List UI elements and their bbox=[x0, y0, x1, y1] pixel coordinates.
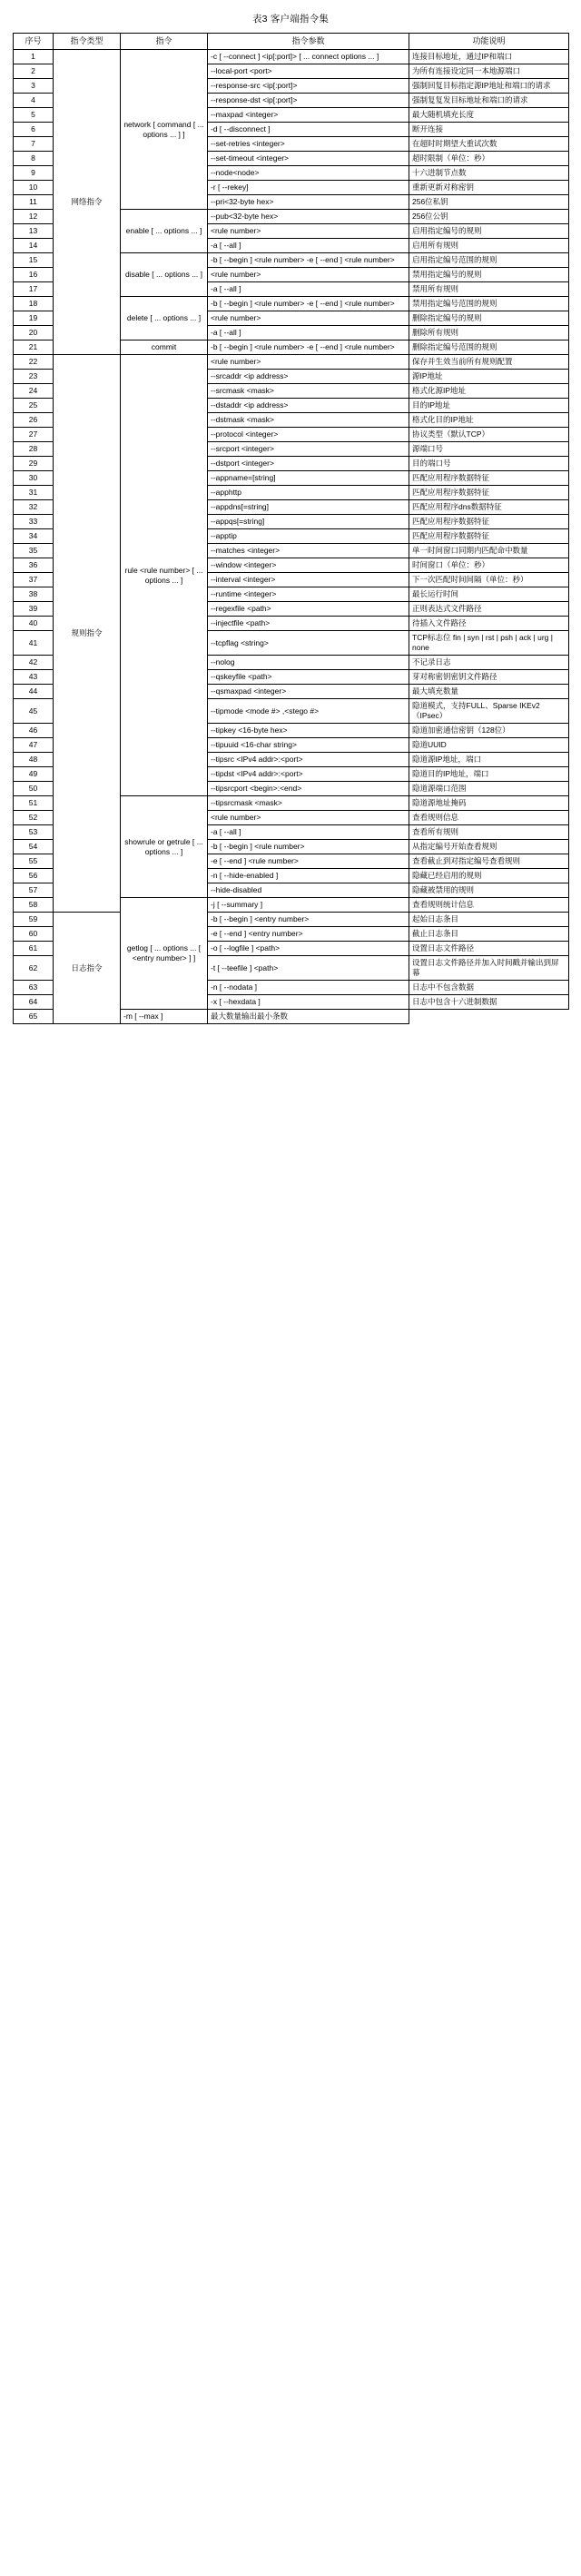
cell-description: 芽对称密钥密钥文件路径 bbox=[409, 670, 569, 685]
cell-seq: 8 bbox=[14, 152, 54, 166]
cell-parameter: -n [ --hide-enabled ] bbox=[208, 869, 409, 883]
cell-description: 查看规则统计信息 bbox=[409, 898, 569, 913]
cell-description: 最大数量输出最小条数 bbox=[208, 1010, 409, 1024]
cell-description: 连接目标地址，通过IP和端口 bbox=[409, 50, 569, 64]
cell-seq: 17 bbox=[14, 282, 54, 297]
cell-description: 超时限制（单位：秒） bbox=[409, 152, 569, 166]
cell-seq: 12 bbox=[14, 210, 54, 224]
cell-parameter: --maxpad <integer> bbox=[208, 108, 409, 123]
cell-description: 隐道模式，支持FULL、Sparse IKEv2（IPsec） bbox=[409, 699, 569, 724]
cell-description: TCP标志位 fin | syn | rst | psh | ack | urg | none bbox=[409, 631, 569, 656]
cell-seq: 40 bbox=[14, 617, 54, 631]
cell-command: getlog [ ... options ... [ <entry number> ] ] bbox=[121, 898, 208, 1010]
cell-description: 强制回复目标指定源IP地址和端口的请求 bbox=[409, 79, 569, 94]
cell-description: 十六进制节点数 bbox=[409, 166, 569, 181]
cell-parameter: --appqs[=string] bbox=[208, 515, 409, 529]
cell-description: 启用指定编号范围的规则 bbox=[409, 253, 569, 268]
cell-description: 最大填充数量 bbox=[409, 685, 569, 699]
cell-parameter: --qskeyfile <path> bbox=[208, 670, 409, 685]
cell-description: 启用指定编号的规则 bbox=[409, 224, 569, 239]
cell-seq: 5 bbox=[14, 108, 54, 123]
cell-description: 最长运行时间 bbox=[409, 587, 569, 602]
cell-description: 强制复复发目标地址和端口的请求 bbox=[409, 94, 569, 108]
cell-description: 设置日志文件路径 bbox=[409, 942, 569, 956]
cell-seq: 24 bbox=[14, 384, 54, 399]
page-title: 表3 客户端指令集 bbox=[251, 14, 330, 25]
cell-seq: 27 bbox=[14, 428, 54, 442]
cell-parameter: --tipsrcmask <mask> bbox=[208, 796, 409, 811]
cell-description: 目的IP地址 bbox=[409, 399, 569, 413]
cell-parameter: --pub<32-byte hex> bbox=[208, 210, 409, 224]
table-row bbox=[14, 913, 569, 927]
cell-description: 查看规则信息 bbox=[409, 811, 569, 825]
cell-parameter: -j [ --summary ] bbox=[208, 898, 409, 913]
cell-parameter: --set-retries <integer> bbox=[208, 137, 409, 152]
cell-seq: 61 bbox=[14, 942, 54, 956]
cell-parameter: --qsmaxpad <integer> bbox=[208, 685, 409, 699]
cell-parameter: --local-port <port> bbox=[208, 64, 409, 79]
cell-parameter: -b [ --begin ] <rule number> -e [ --end ] <rule number> bbox=[208, 253, 409, 268]
cell-parameter: -a [ --all ] bbox=[208, 825, 409, 840]
cell-parameter: --appname=[string] bbox=[208, 471, 409, 486]
column-header-parameter: 指令参数 bbox=[208, 34, 409, 50]
cell-description: 待插入文件路径 bbox=[409, 617, 569, 631]
cell-parameter: -m [ --max ] bbox=[121, 1010, 208, 1024]
cell-description: 最大随机填充长度 bbox=[409, 108, 569, 123]
table-header-row bbox=[14, 34, 569, 50]
cell-description: 日志中包含十六进制数据 bbox=[409, 995, 569, 1010]
document-page bbox=[0, 0, 581, 1041]
cell-parameter: -n [ --nodata ] bbox=[208, 981, 409, 995]
cell-description: 隐藏已经启用的规则 bbox=[409, 869, 569, 883]
cell-seq: 19 bbox=[14, 311, 54, 326]
cell-command-type: 网络指令 bbox=[54, 50, 121, 355]
cell-description: 禁用指定编号范围的规则 bbox=[409, 297, 569, 311]
cell-parameter: -a [ --all ] bbox=[208, 326, 409, 341]
cell-seq: 46 bbox=[14, 724, 54, 738]
cell-parameter: --dstaddr <ip address> bbox=[208, 399, 409, 413]
cell-description: 单一时间窗口同期内匹配命中数量 bbox=[409, 544, 569, 558]
cell-parameter: --pri<32-byte hex> bbox=[208, 195, 409, 210]
cell-description: 格式化目的IP地址 bbox=[409, 413, 569, 428]
cell-description: 在超时时期望大重试次数 bbox=[409, 137, 569, 152]
cell-description: 隐道源IP地址，端口 bbox=[409, 753, 569, 767]
cell-description: 设置日志文件路径并加入时间戳并输出到屏幕 bbox=[409, 956, 569, 981]
cell-parameter: -b [ --begin ] <rule number> -e [ --end ] <rule number> bbox=[208, 297, 409, 311]
cell-seq: 44 bbox=[14, 685, 54, 699]
cell-parameter: --tipsrcport <begin>:<end> bbox=[208, 782, 409, 796]
cell-seq: 11 bbox=[14, 195, 54, 210]
cell-seq: 26 bbox=[14, 413, 54, 428]
cell-parameter: --matches <integer> bbox=[208, 544, 409, 558]
cell-parameter: -d [ --disconnect ] bbox=[208, 123, 409, 137]
cell-parameter: --tipsrc <IPv4 addr>:<port> bbox=[208, 753, 409, 767]
table-row bbox=[14, 50, 569, 64]
cell-description: 保存并生效当前所有规则配置 bbox=[409, 355, 569, 370]
cell-seq: 54 bbox=[14, 840, 54, 854]
cell-seq: 56 bbox=[14, 869, 54, 883]
cell-seq: 1 bbox=[14, 50, 54, 64]
cell-description: 时间窗口（单位：秒） bbox=[409, 558, 569, 573]
cell-parameter: --runtime <integer> bbox=[208, 587, 409, 602]
cell-seq: 28 bbox=[14, 442, 54, 457]
cell-parameter: --srcaddr <ip address> bbox=[208, 370, 409, 384]
cell-description: 源IP地址 bbox=[409, 370, 569, 384]
client-command-table bbox=[13, 33, 569, 1024]
cell-command-type: 日志指令 bbox=[54, 913, 121, 1024]
cell-seq: 7 bbox=[14, 137, 54, 152]
cell-parameter: -o [ --logfile ] <path> bbox=[208, 942, 409, 956]
cell-parameter: -x [ --hexdata ] bbox=[208, 995, 409, 1010]
cell-parameter: <rule number> bbox=[208, 355, 409, 370]
cell-description: 删除指定编号范围的规则 bbox=[409, 341, 569, 355]
cell-description: 查看截止到对指定编号查看规则 bbox=[409, 854, 569, 869]
cell-seq: 62 bbox=[14, 956, 54, 981]
cell-description: 隐藏被禁用的规则 bbox=[409, 883, 569, 898]
cell-description: 启用所有规则 bbox=[409, 239, 569, 253]
cell-seq: 22 bbox=[14, 355, 54, 370]
cell-parameter: --protocol <integer> bbox=[208, 428, 409, 442]
cell-parameter: --srcport <integer> bbox=[208, 442, 409, 457]
cell-seq: 15 bbox=[14, 253, 54, 268]
cell-parameter: --appdns[=string] bbox=[208, 500, 409, 515]
cell-description: 禁用指定编号的规则 bbox=[409, 268, 569, 282]
cell-parameter: --response-src <ip[:port]> bbox=[208, 79, 409, 94]
table-header bbox=[14, 34, 569, 50]
cell-description: 协议类型（默认TCP） bbox=[409, 428, 569, 442]
cell-seq: 65 bbox=[14, 1010, 54, 1024]
cell-description: 匹配应用程序数据特征 bbox=[409, 515, 569, 529]
cell-parameter: <rule number> bbox=[208, 268, 409, 282]
cell-description: 格式化源IP地址 bbox=[409, 384, 569, 399]
cell-parameter: --tipuuid <16-char string> bbox=[208, 738, 409, 753]
cell-seq: 51 bbox=[14, 796, 54, 811]
cell-description: 匹配应用程序数据特征 bbox=[409, 471, 569, 486]
cell-description: 为所有连接设定同一本地源端口 bbox=[409, 64, 569, 79]
cell-seq: 4 bbox=[14, 94, 54, 108]
cell-description: 删除指定编号的规则 bbox=[409, 311, 569, 326]
cell-description: 目的端口号 bbox=[409, 457, 569, 471]
cell-parameter: -a [ --all ] bbox=[208, 282, 409, 297]
cell-seq: 20 bbox=[14, 326, 54, 341]
cell-seq: 31 bbox=[14, 486, 54, 500]
cell-description: 删除所有规则 bbox=[409, 326, 569, 341]
column-header-type: 指令类型 bbox=[54, 34, 121, 50]
cell-command: rule <rule number> [ ... options ... ] bbox=[121, 355, 208, 796]
cell-parameter: -b [ --begin ] <entry number> bbox=[208, 913, 409, 927]
cell-seq: 42 bbox=[14, 656, 54, 670]
cell-seq: 16 bbox=[14, 268, 54, 282]
cell-parameter: -t [ --teefile ] <path> bbox=[208, 956, 409, 981]
cell-parameter: --interval <integer> bbox=[208, 573, 409, 587]
cell-parameter: -r [ --rekey] bbox=[208, 181, 409, 195]
cell-parameter: --set-timeout <integer> bbox=[208, 152, 409, 166]
cell-command: network [ command [ ... options ... ] ] bbox=[121, 50, 208, 210]
cell-seq: 50 bbox=[14, 782, 54, 796]
column-header-description: 功能说明 bbox=[409, 34, 569, 50]
cell-description: 256位私钥 bbox=[409, 195, 569, 210]
cell-seq: 37 bbox=[14, 573, 54, 587]
cell-description: 匹配应用程序数据特征 bbox=[409, 486, 569, 500]
cell-seq: 23 bbox=[14, 370, 54, 384]
cell-seq: 18 bbox=[14, 297, 54, 311]
cell-parameter: --apptip bbox=[208, 529, 409, 544]
cell-seq: 21 bbox=[14, 341, 54, 355]
cell-seq: 57 bbox=[14, 883, 54, 898]
cell-seq: 36 bbox=[14, 558, 54, 573]
cell-parameter: --srcmask <mask> bbox=[208, 384, 409, 399]
cell-description: 隐道源端口范围 bbox=[409, 782, 569, 796]
cell-seq: 48 bbox=[14, 753, 54, 767]
cell-seq: 59 bbox=[14, 913, 54, 927]
cell-seq: 25 bbox=[14, 399, 54, 413]
cell-seq: 39 bbox=[14, 602, 54, 617]
cell-seq: 43 bbox=[14, 670, 54, 685]
cell-seq: 53 bbox=[14, 825, 54, 840]
cell-seq: 32 bbox=[14, 500, 54, 515]
cell-description: 隐道源地址掩码 bbox=[409, 796, 569, 811]
cell-command: showrule or getrule [ ... options ... ] bbox=[121, 796, 208, 898]
cell-parameter: -b [ --begin ] <rule number> -e [ --end ] <rule number> bbox=[208, 341, 409, 355]
cell-parameter: <rule number> bbox=[208, 311, 409, 326]
cell-seq: 45 bbox=[14, 699, 54, 724]
cell-parameter: -e [ --end ] <rule number> bbox=[208, 854, 409, 869]
cell-description: 禁用所有规则 bbox=[409, 282, 569, 297]
cell-parameter: --tcpflag <string> bbox=[208, 631, 409, 656]
cell-parameter: --hide-disabled bbox=[208, 883, 409, 898]
cell-seq: 64 bbox=[14, 995, 54, 1010]
cell-seq: 41 bbox=[14, 631, 54, 656]
cell-command-type: 规则指令 bbox=[54, 355, 121, 913]
cell-parameter: --nolog bbox=[208, 656, 409, 670]
cell-command: commit bbox=[121, 341, 208, 355]
cell-description: 下一次匹配时间间隔（单位：秒） bbox=[409, 573, 569, 587]
cell-description: 隐道目的IP地址，端口 bbox=[409, 767, 569, 782]
cell-command: delete [ ... options ... ] bbox=[121, 297, 208, 341]
cell-parameter: --dstmask <mask> bbox=[208, 413, 409, 428]
cell-seq: 3 bbox=[14, 79, 54, 94]
column-header-command: 指令 bbox=[121, 34, 208, 50]
cell-description: 匹配应用程序数据特征 bbox=[409, 529, 569, 544]
cell-seq: 58 bbox=[14, 898, 54, 913]
cell-seq: 38 bbox=[14, 587, 54, 602]
cell-description: 源端口号 bbox=[409, 442, 569, 457]
cell-command: enable [ ... options ... ] bbox=[121, 210, 208, 253]
table-body bbox=[14, 50, 569, 1024]
cell-parameter: --node<node> bbox=[208, 166, 409, 181]
cell-parameter: --window <integer> bbox=[208, 558, 409, 573]
cell-seq: 6 bbox=[14, 123, 54, 137]
cell-seq: 63 bbox=[14, 981, 54, 995]
cell-parameter: --apphttp bbox=[208, 486, 409, 500]
cell-parameter: -a [ --all ] bbox=[208, 239, 409, 253]
cell-parameter: <rule number> bbox=[208, 224, 409, 239]
cell-description: 查看所有规则 bbox=[409, 825, 569, 840]
cell-description: 起始日志条目 bbox=[409, 913, 569, 927]
cell-seq: 35 bbox=[14, 544, 54, 558]
cell-description: 重新更新对称密钥 bbox=[409, 181, 569, 195]
cell-description: 隐道加密通信密钥（128位） bbox=[409, 724, 569, 738]
cell-seq: 55 bbox=[14, 854, 54, 869]
cell-seq: 14 bbox=[14, 239, 54, 253]
cell-description: 从指定编号开始查看规则 bbox=[409, 840, 569, 854]
cell-parameter: --regexfile <path> bbox=[208, 602, 409, 617]
cell-description: 断开连接 bbox=[409, 123, 569, 137]
cell-seq: 60 bbox=[14, 927, 54, 942]
cell-description: 日志中不包含数据 bbox=[409, 981, 569, 995]
cell-description: 正则表达式文件路径 bbox=[409, 602, 569, 617]
cell-description: 256位公钥 bbox=[409, 210, 569, 224]
cell-seq: 34 bbox=[14, 529, 54, 544]
cell-parameter: <rule number> bbox=[208, 811, 409, 825]
cell-parameter: --tipkey <16-byte hex> bbox=[208, 724, 409, 738]
cell-description: 截止日志条目 bbox=[409, 927, 569, 942]
cell-parameter: --dstport <integer> bbox=[208, 457, 409, 471]
cell-parameter: --tipmode <mode #> ,<stego #> bbox=[208, 699, 409, 724]
cell-seq: 10 bbox=[14, 181, 54, 195]
cell-seq: 29 bbox=[14, 457, 54, 471]
cell-seq: 33 bbox=[14, 515, 54, 529]
cell-seq: 2 bbox=[14, 64, 54, 79]
cell-seq: 52 bbox=[14, 811, 54, 825]
cell-parameter: -b [ --begin ] <rule number> bbox=[208, 840, 409, 854]
cell-parameter: -c [ --connect ] <ip[:port]> [ ... connect options ... ] bbox=[208, 50, 409, 64]
cell-seq: 30 bbox=[14, 471, 54, 486]
cell-seq: 9 bbox=[14, 166, 54, 181]
cell-seq: 47 bbox=[14, 738, 54, 753]
cell-seq: 13 bbox=[14, 224, 54, 239]
cell-description: 隐道UUID bbox=[409, 738, 569, 753]
cell-description: 不记录日志 bbox=[409, 656, 569, 670]
cell-parameter: -e [ --end ] <entry number> bbox=[208, 927, 409, 942]
column-header-seq: 序号 bbox=[14, 34, 54, 50]
cell-parameter: --tipdst <IPv4 addr>:<port> bbox=[208, 767, 409, 782]
cell-parameter: --injectfile <path> bbox=[208, 617, 409, 631]
cell-parameter: --response-dst <ip[:port]> bbox=[208, 94, 409, 108]
cell-seq: 49 bbox=[14, 767, 54, 782]
cell-command: disable [ ... options ... ] bbox=[121, 253, 208, 297]
cell-description: 匹配应用程序dns数据特征 bbox=[409, 500, 569, 515]
table-row bbox=[14, 355, 569, 370]
